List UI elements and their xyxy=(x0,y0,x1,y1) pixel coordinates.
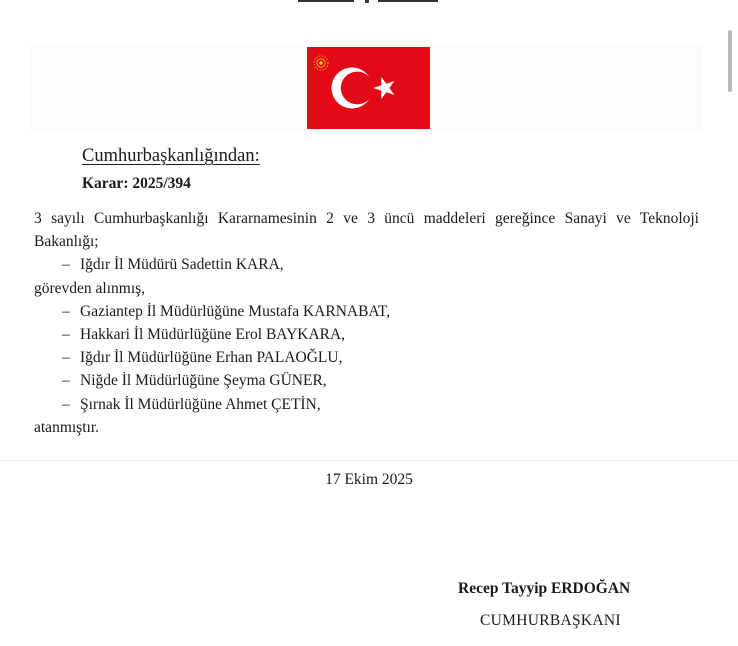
list-dash: – xyxy=(62,302,70,320)
rule-right xyxy=(378,0,438,2)
intro-paragraph: 3 sayılı Cumhurbaşkanlığı Kararnamesinin 2 ve 3 üncü maddeleri gereğince Sanayi ve Teknoloji Bakanlığı; xyxy=(34,210,699,251)
appointed-item-text: Hakkari İl Müdürlüğüne Erol BAYKARA, xyxy=(80,326,346,344)
decree-body xyxy=(34,207,699,439)
appointed-item-text: Iğdır İl Müdürlüğüne Erhan PALAOĞLU, xyxy=(80,349,343,367)
appointed-label: atanmıştır. xyxy=(34,418,100,436)
turkish-flag-icon xyxy=(307,47,430,129)
list-dash: – xyxy=(62,349,70,367)
appointed-item xyxy=(34,346,699,369)
appointed-item-text: Niğde İl Müdürlüğüne Şeyma GÜNER, xyxy=(80,372,327,390)
appointed-item-text: Şırnak İl Müdürlüğüne Ahmet ÇETİN, xyxy=(80,395,321,413)
signatory-title: CUMHURBAŞKANI xyxy=(480,612,621,629)
dismissed-item xyxy=(34,253,699,276)
rule-ornament xyxy=(365,0,369,3)
decree-date: 17 Ekim 2025 xyxy=(325,471,413,488)
signatory-name: Recep Tayyip ERDOĞAN xyxy=(458,580,631,597)
scrollbar[interactable] xyxy=(728,30,732,92)
list-dash: – xyxy=(62,372,70,390)
decree-number: Karar: 2025/394 xyxy=(82,175,191,192)
list-dash: – xyxy=(62,395,70,413)
appointed-item xyxy=(34,369,699,392)
divider xyxy=(0,460,738,461)
dismissed-label: görevden alınmış, xyxy=(34,279,146,297)
top-rule xyxy=(298,0,440,4)
list-dash: – xyxy=(62,326,70,344)
issuer-heading: Cumhurbaşkanlığından: xyxy=(82,146,260,166)
list-dash: – xyxy=(62,256,70,274)
appointed-item xyxy=(34,300,699,323)
appointed-item-text: Gaziantep İl Müdürlüğüne Mustafa KARNABAT, xyxy=(80,302,391,320)
appointed-item xyxy=(34,323,699,346)
appointed-item xyxy=(34,393,699,416)
dismissed-item-text: Iğdır İl Müdürü Sadettin KARA, xyxy=(80,256,284,274)
rule-left xyxy=(298,0,354,2)
